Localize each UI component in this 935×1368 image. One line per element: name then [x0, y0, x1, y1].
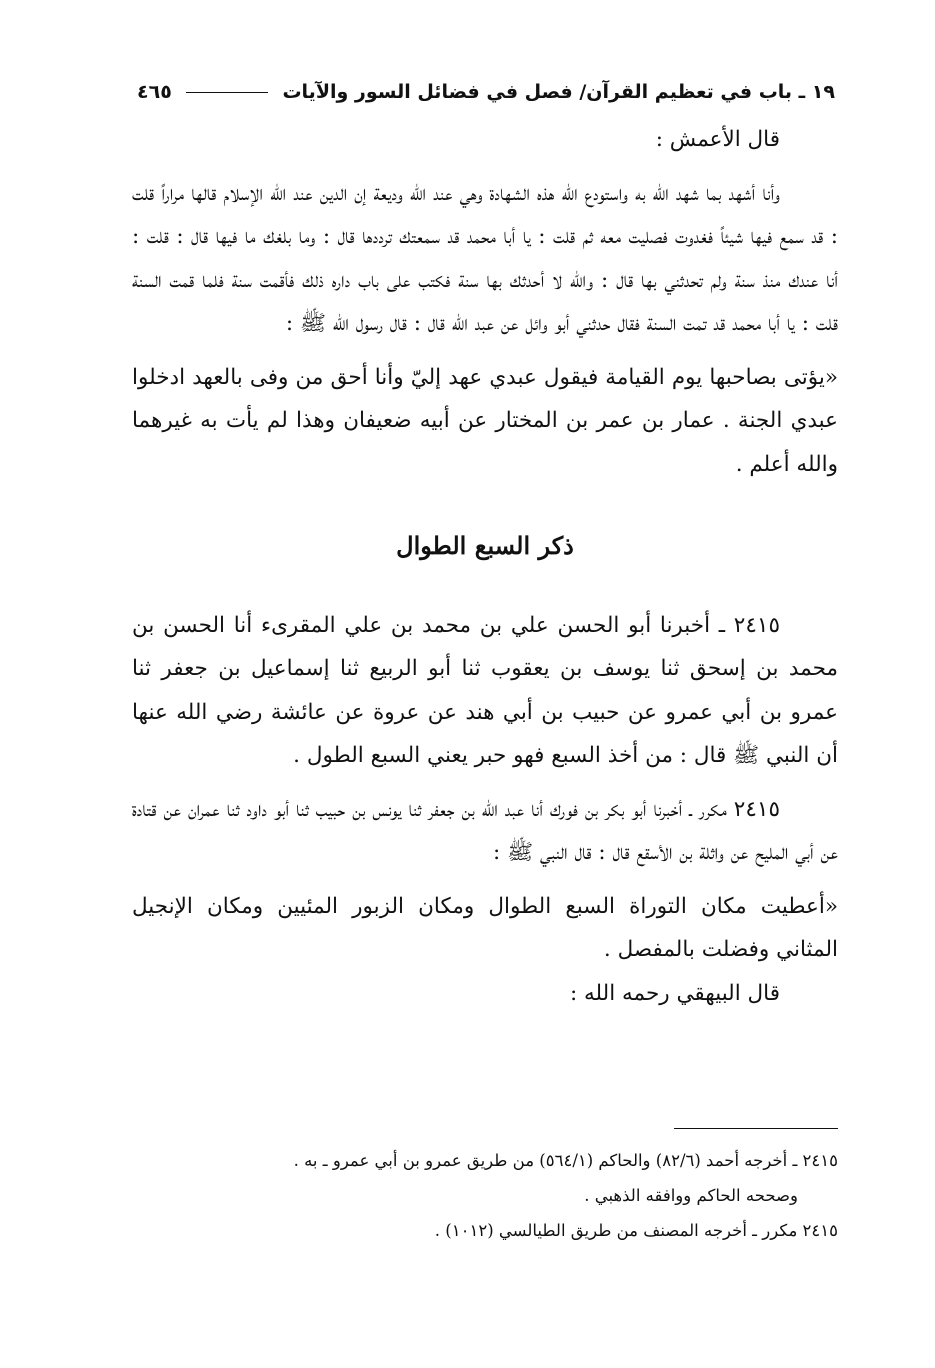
paragraph-intro: قال الأعمش :	[655, 127, 780, 152]
header-rule	[186, 92, 269, 93]
paragraph-hadith-quote: «يؤتى بصاحبها يوم القيامة فيقول عبدي عهد إليّ وأنا أحق من وفى بالعهد ادخلوا عبدي الجنة . عمار بن عمر بن المختار عن أبيه ضعيفان وهذا لم يأت به غيرهما والله أعلم .	[132, 364, 838, 477]
footnote-1: ٢٤١٥ ـ أخرجه أحمد (٨٢/٦) والحاكم (٥٦٤/١) من طريق عمرو بن أبي عمرو ـ به .	[293, 1151, 838, 1170]
main-text	[132, 118, 838, 1015]
footnotes	[160, 1128, 838, 1248]
running-title: ١٩ ـ باب في تعظيم القرآن/ فصل في فضائل السور والآيات	[282, 81, 835, 103]
paragraph-hadith-2415-repeat: ٢٤١٥ مكرر ـ أخبرنا أبو بكر بن فورك أنا عبد الله بن جعفر ثنا يونس بن حبيب ثنا أبو داود ثنا عمران عن قتادة عن أبي المليح عن واثلة بن الأسقع قال : قال النبي ﷺ :	[132, 796, 838, 865]
footnote-2: ٢٤١٥ مكرر ـ أخرجه المصنف من طريق الطيالسي (١٠١٢) .	[434, 1221, 838, 1240]
running-header	[137, 72, 835, 112]
footnote-1-continued: وصححه الحاكم ووافقه الذهبي .	[584, 1186, 798, 1205]
paragraph-narration: وأنا أشهد بما شهد الله به واستودع الله هذه الشهادة وهي عند الله وديعة إن الدين عند الله الإسلام قالها مراراً قلت : قد سمع فيها شيئاً فغدوت فصليت معه ثم قلت : يا أبا محمد قد سمعتك ترددها قال : وما بلغك ما فيها قال : قلت : أنا عندك منذ سنة ولم تحدثني بها قال : والله لا أحدثك بها سنة فكتب على باب داره ذلك فأقمت سنة فلما قمت السنة قلت : يا أبا محمد قد تمت السنة فقال حدثني أبو وائل عن عبد الله قال : قال رسول الله ﷺ :	[132, 180, 838, 336]
page-number: ٤٦٥	[137, 81, 172, 103]
paragraph-hadith-quote-2: «أعطيت مكان التوراة السبع الطوال ومكان الزبور المئيين ومكان الإنجيل المثاني وفضلت بالمفصل .	[132, 893, 838, 962]
section-title: ذكر السبع الطوال	[396, 531, 574, 560]
footnote-rule	[674, 1128, 838, 1129]
paragraph-bayhaqi: قال البيهقي رحمه الله :	[569, 980, 780, 1006]
paragraph-hadith-2415: ٢٤١٥ ـ أخبرنا أبو الحسن علي بن محمد بن علي المقرىء أنا الحسن بن محمد بن إسحق ثنا يوسف بن يعقوب ثنا أبو الربيع ثنا إسماعيل بن جعفر ثنا عمرو بن أبي عمرو عن حبيب بن أبي هند عن عروة عن عائشة رضي الله عنها أن النبي ﷺ قال : من أخذ السبع فهو حبر يعني السبع الطول .	[132, 612, 838, 768]
